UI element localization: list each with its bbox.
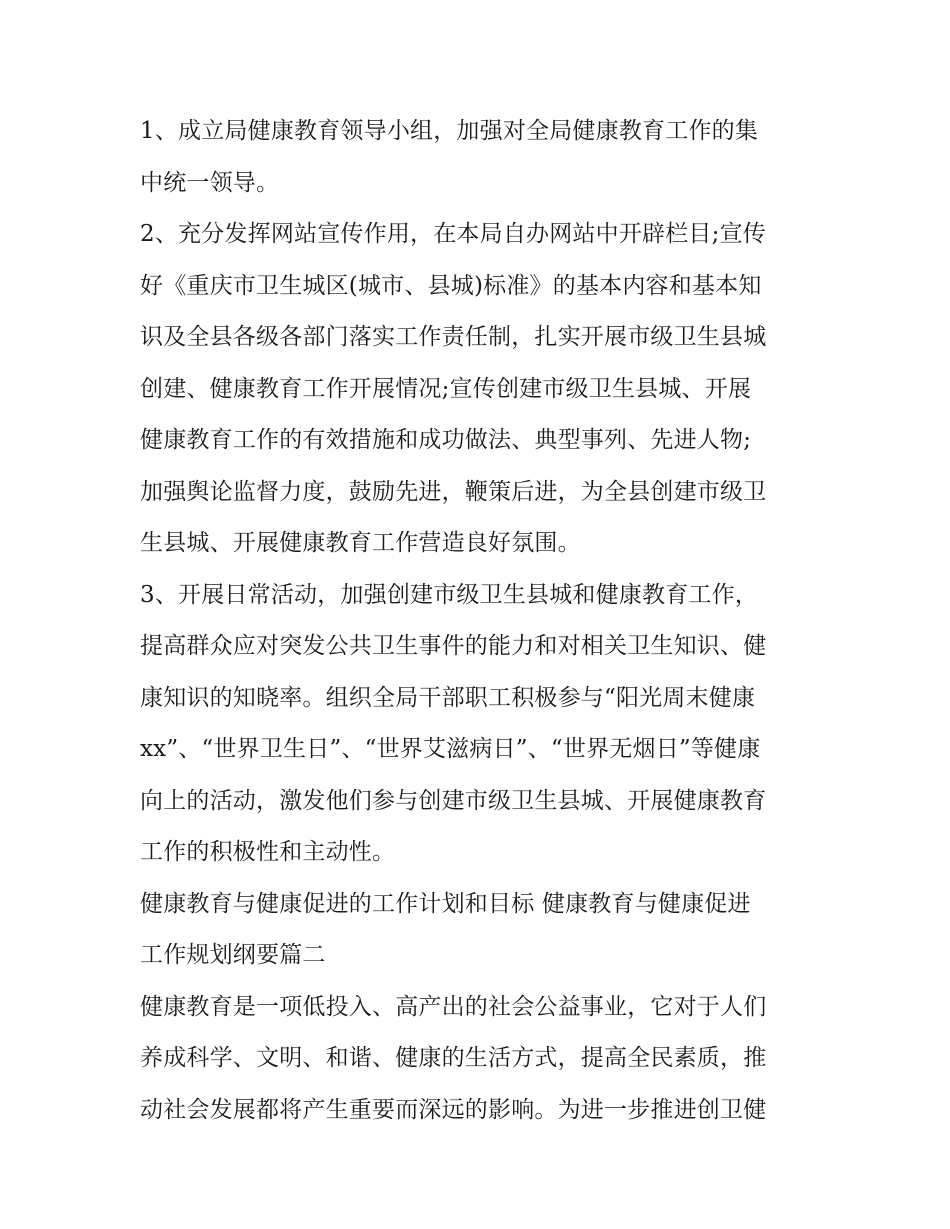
text-line: 2、充分发挥网站宣传作用，在本局自办网站中开辟栏目;宣传 xyxy=(140,221,766,247)
text-line: 健康教育是一项低投入、高产出的社会公益事业，它对于人们 xyxy=(140,993,767,1020)
text-line: 健康教育工作的有效措施和成功做法、典型事列、先进人物; xyxy=(140,427,752,453)
text-line: 3、开展日常活动，加强创建市级卫生县城和健康教育工作， xyxy=(140,581,759,608)
text-line: xx”、“世界卫生日”、“世界艾滋病日”、“世界无烟日”等健康 xyxy=(140,736,761,762)
text-line: 动社会发展都将产生重要而深远的影响。为进一步推进创卫健 xyxy=(140,1096,767,1123)
text-line: 生县城、开展健康教育工作营造良好氛围。 xyxy=(140,530,581,556)
text-line: 识及全县各级各部门落实工作责任制，扎实开展市级卫生县城 xyxy=(140,324,767,350)
section-heading-line: 工作规划纲要篇二 xyxy=(140,942,326,968)
section-heading-line: 健康教育与健康促进的工作计划和目标 健康教育与健康促进 xyxy=(140,890,751,917)
text-line: 好《重庆市卫生城区(城市、县城)标准》的基本内容和基本知 xyxy=(140,272,762,299)
text-line: 中统一领导。 xyxy=(140,169,280,196)
text-line: 1、成立局健康教育领导小组，加强对全局健康教育工作的集 xyxy=(140,118,759,144)
text-line: 康知识的知晓率。组织全局干部职工积极参与“阳光周末健康 xyxy=(140,684,756,711)
text-line: 加强舆论监督力度，鼓励先进，鞭策后进，为全县创建市级卫 xyxy=(140,478,767,505)
text-line: 工作的积极性和主动性。 xyxy=(140,839,396,865)
document-body xyxy=(140,106,820,1136)
text-line: 创建、健康教育工作开展情况;宣传创建市级卫生县城、开展 xyxy=(140,375,752,402)
text-line: 提高群众应对突发公共卫生事件的能力和对相关卫生知识、健 xyxy=(140,633,767,659)
text-line: 养成科学、文明、和谐、健康的生活方式，提高全民素质，推 xyxy=(140,1045,767,1071)
text-line: 向上的活动，激发他们参与创建市级卫生县城、开展健康教育 xyxy=(140,787,767,814)
